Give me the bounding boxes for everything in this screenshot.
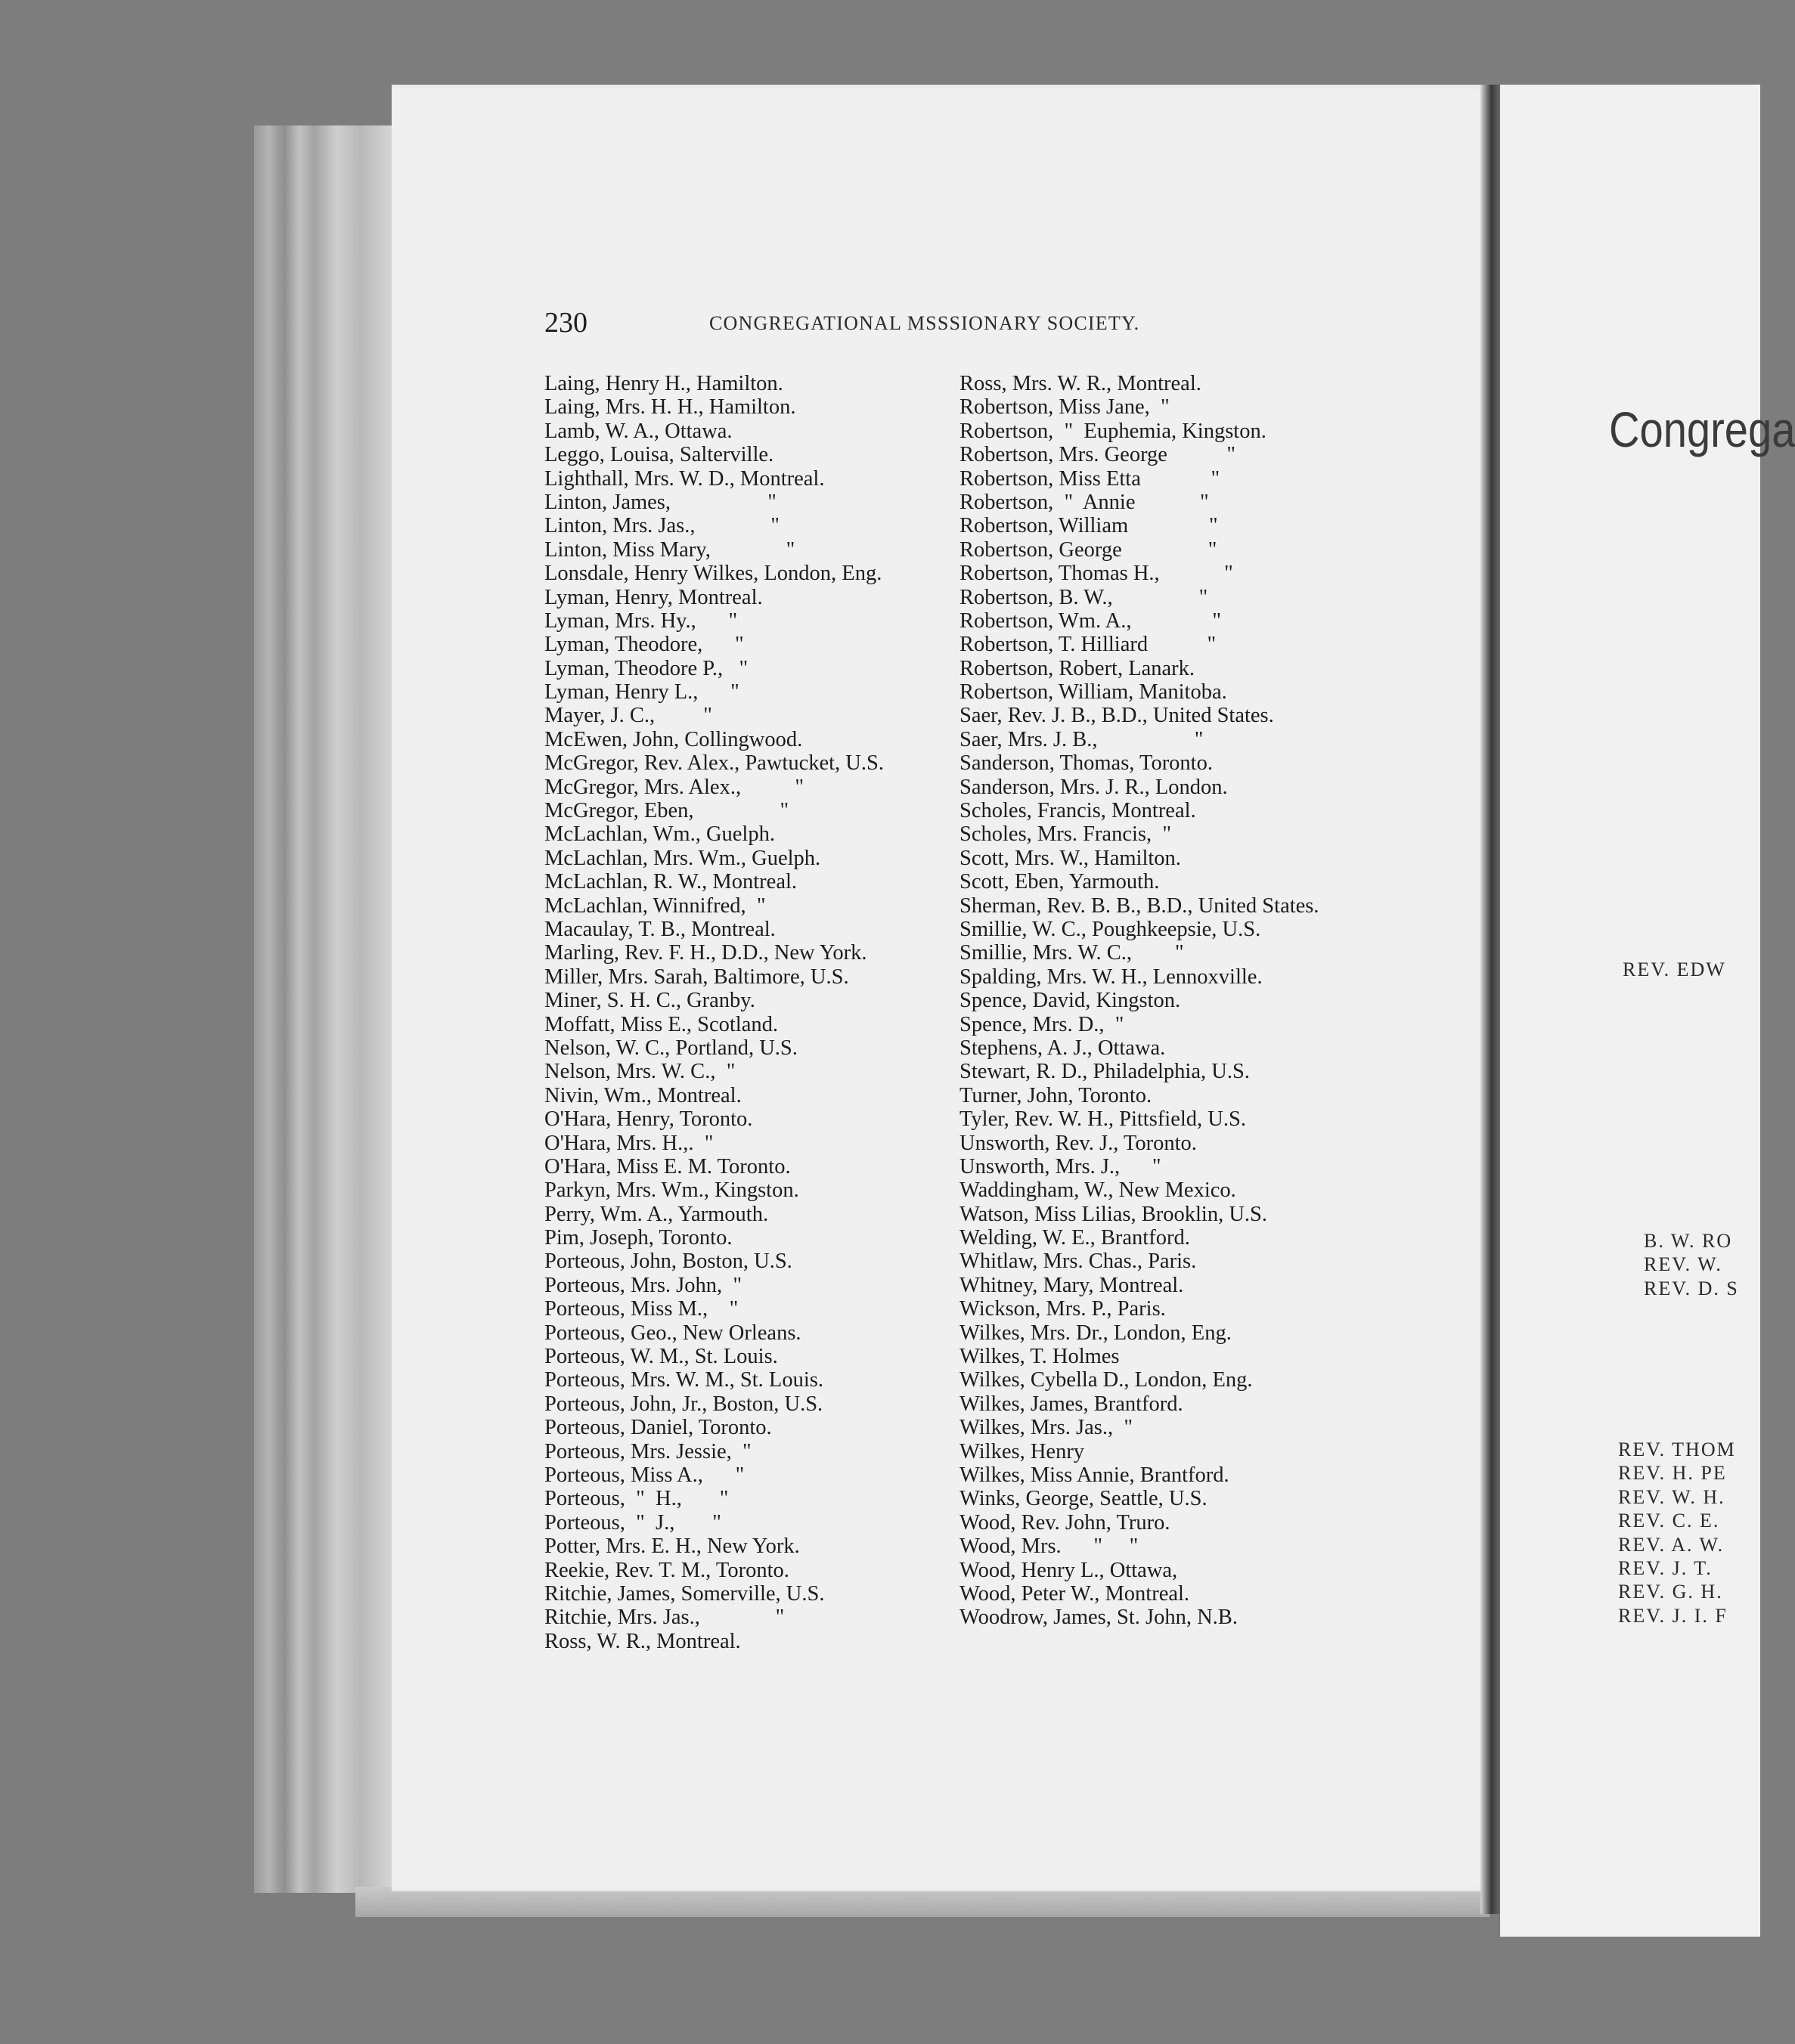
book-gutter — [1480, 85, 1500, 1914]
directory-entry: Robertson, " Annie " — [960, 490, 1209, 514]
directory-entry: Lyman, Theodore P., " — [544, 656, 749, 680]
directory-entry: Scholes, Mrs. Francis, " — [960, 822, 1171, 847]
directory-entry: Potter, Mrs. E. H., New York. — [544, 1535, 800, 1559]
directory-entry: Welding, W. E., Brantford. — [960, 1226, 1190, 1250]
directory-entry: McEwen, John, Collingwood. — [544, 727, 803, 751]
directory-entry: Wilkes, Henry — [960, 1439, 1085, 1463]
directory-entry: Lyman, Mrs. Hy., " — [544, 609, 738, 633]
directory-entry: Turner, John, Toronto. — [960, 1083, 1152, 1107]
directory-entry: Macaulay, T. B., Montreal. — [544, 917, 776, 941]
directory-entry: McGregor, Rev. Alex., Pawtucket, U.S. — [544, 751, 884, 776]
directory-entry: Marling, Rev. F. H., D.D., New York. — [544, 941, 867, 965]
directory-entry: McLachlan, R. W., Montreal. — [544, 870, 798, 894]
directory-entry: Tyler, Rev. W. H., Pittsfield, U.S. — [960, 1107, 1246, 1132]
directory-entry: Robertson, Wm. A., " — [960, 609, 1221, 633]
directory-entry: Pim, Joseph, Toronto. — [544, 1226, 733, 1250]
directory-entry: Robertson, B. W., " — [960, 585, 1208, 609]
directory-entry: Wilkes, T. Holmes — [960, 1345, 1120, 1369]
directory-entry: Spalding, Mrs. W. H., Lennoxville. — [960, 965, 1263, 989]
directory-entry: Winks, George, Seattle, U.S. — [960, 1487, 1208, 1511]
directory-entry: Scott, Eben, Yarmouth. — [960, 870, 1160, 894]
page-number: 230 — [544, 307, 587, 339]
directory-entry: Smillie, W. C., Poughkeepsie, U.S. — [960, 917, 1261, 941]
directory-entry: Ritchie, James, Somerville, U.S. — [544, 1581, 825, 1606]
directory-entry: Perry, Wm. A., Yarmouth. — [544, 1202, 769, 1226]
right-page-title-fragment: Congrega — [1609, 401, 1795, 457]
directory-entry: Wood, Mrs. " " — [960, 1535, 1139, 1559]
directory-entry: Ritchie, Mrs. Jas., " — [544, 1606, 785, 1630]
directory-entry: Lighthall, Mrs. W. D., Montreal. — [544, 466, 825, 491]
directory-entry: Porteous, John, Boston, U.S. — [544, 1250, 792, 1274]
directory-entry: Woodrow, James, St. John, N.B. — [960, 1606, 1238, 1630]
directory-entry: Moffatt, Miss E., Scotland. — [544, 1012, 779, 1036]
directory-entry: Stephens, A. J., Ottawa. — [960, 1036, 1166, 1060]
directory-entry: Porteous, Mrs. W. M., St. Louis. — [544, 1368, 823, 1392]
directory-entry: Whitney, Mary, Montreal. — [960, 1273, 1184, 1297]
directory-entry: Wilkes, Mrs. Jas., " — [960, 1416, 1133, 1440]
directory-entry: Scott, Mrs. W., Hamilton. — [960, 846, 1181, 870]
directory-entry: Miller, Mrs. Sarah, Baltimore, U.S. — [544, 965, 849, 989]
directory-entry: Porteous, " H., " — [544, 1487, 729, 1511]
directory-entry: Ross, W. R., Montreal. — [544, 1629, 741, 1653]
right-page-line: REV. W. — [1644, 1253, 1722, 1276]
directory-entry: Robertson, Mrs. George " — [960, 443, 1235, 467]
directory-entry: Scholes, Francis, Montreal. — [960, 799, 1196, 823]
right-page-line: REV. G. H. — [1618, 1581, 1723, 1603]
directory-entry: Sanderson, Thomas, Toronto. — [960, 751, 1213, 776]
directory-entry: Lyman, Theodore, " — [544, 633, 744, 657]
directory-entry: Robertson, Miss Etta " — [960, 466, 1220, 491]
directory-entry: Sanderson, Mrs. J. R., London. — [960, 775, 1228, 799]
directory-entry: Robertson, William " — [960, 514, 1218, 538]
directory-entry: Robertson, Thomas H., " — [960, 562, 1233, 586]
running-title: CONGREGATIONAL MSSSIONARY SOCIETY. — [709, 312, 1140, 334]
directory-entry: Unsworth, Mrs. J., " — [960, 1154, 1161, 1178]
directory-entry: O'Hara, Mrs. H.,. " — [544, 1131, 714, 1155]
directory-entry: Laing, Henry H., Hamilton. — [544, 372, 783, 395]
directory-entry: Nelson, W. C., Portland, U.S. — [544, 1036, 798, 1060]
right-page — [1500, 85, 1760, 1937]
directory-entry: Parkyn, Mrs. Wm., Kingston. — [544, 1178, 799, 1203]
directory-entry: Saer, Mrs. J. B., " — [960, 727, 1204, 751]
directory-entry: Nelson, Mrs. W. C., " — [544, 1060, 736, 1084]
right-page-line: REV. EDW — [1623, 959, 1726, 980]
right-page-line: REV. C. E. — [1618, 1510, 1720, 1532]
directory-entry: Ross, Mrs. W. R., Montreal. — [960, 372, 1201, 395]
right-page-officer-list-a — [1644, 1229, 1739, 1300]
directory-entry: Nivin, Wm., Montreal. — [544, 1083, 742, 1107]
book-page-edges — [254, 125, 395, 1893]
directory-entry: McGregor, Mrs. Alex., " — [544, 775, 804, 799]
directory-entry: Wilkes, James, Brantford. — [960, 1392, 1183, 1416]
directory-entry: O'Hara, Miss E. M. Toronto. — [544, 1154, 791, 1178]
directory-entry: Spence, Mrs. D., " — [960, 1012, 1124, 1036]
directory-entry: Wilkes, Cybella D., London, Eng. — [960, 1368, 1253, 1392]
left-name-column — [544, 372, 884, 1653]
directory-entry: Wood, Henry L., Ottawa, — [960, 1558, 1178, 1582]
directory-entry: Lyman, Henry L., " — [544, 680, 739, 705]
directory-entry: Linton, Mrs. Jas., " — [544, 514, 780, 538]
directory-entry: Miner, S. H. C., Granby. — [544, 989, 755, 1013]
right-page-line: REV. J. I. F — [1618, 1604, 1728, 1627]
directory-entry: O'Hara, Henry, Toronto. — [544, 1107, 753, 1132]
directory-entry: Linton, James, " — [544, 490, 777, 514]
directory-entry: Robertson, T. Hilliard " — [960, 633, 1217, 657]
directory-entry: Lyman, Henry, Montreal. — [544, 585, 763, 609]
directory-entry: Sherman, Rev. B. B., B.D., United States. — [960, 893, 1319, 918]
directory-entry: Laing, Mrs. H. H., Hamilton. — [544, 395, 796, 420]
right-name-column — [960, 372, 1319, 1630]
directory-entry: Robertson, Miss Jane, " — [960, 395, 1170, 420]
directory-entry: Mayer, J. C., " — [544, 704, 712, 728]
right-page-line: B. W. RO — [1644, 1230, 1733, 1252]
directory-entry: Wickson, Mrs. P., Paris. — [960, 1297, 1166, 1321]
directory-entry: Saer, Rev. J. B., B.D., United States. — [960, 704, 1274, 728]
directory-entry: Porteous, John, Jr., Boston, U.S. — [544, 1392, 823, 1416]
directory-entry: Robertson, William, Manitoba. — [960, 680, 1227, 705]
directory-entry: Wood, Rev. John, Truro. — [960, 1510, 1170, 1535]
directory-entry: McLachlan, Wm., Guelph. — [544, 822, 775, 847]
right-page-line: REV. THOM — [1618, 1439, 1736, 1460]
page-header — [544, 306, 1505, 344]
directory-entry: Porteous, Daniel, Toronto. — [544, 1416, 772, 1440]
directory-entry: Wood, Peter W., Montreal. — [960, 1581, 1190, 1606]
directory-entry: Reekie, Rev. T. M., Toronto. — [544, 1558, 789, 1582]
directory-entry: Porteous, Miss A., " — [544, 1463, 745, 1487]
directory-entry: Watson, Miss Lilias, Brooklin, U.S. — [960, 1202, 1268, 1226]
directory-entry: Wilkes, Mrs. Dr., London, Eng. — [960, 1321, 1232, 1345]
directory-entry: Porteous, W. M., St. Louis. — [544, 1345, 778, 1369]
directory-entry: Porteous, Mrs. Jessie, " — [544, 1439, 752, 1463]
directory-entry: McLachlan, Winnifred, " — [544, 893, 766, 918]
directory-entry: Robertson, " Euphemia, Kingston. — [960, 419, 1266, 443]
directory-entry: Lonsdale, Henry Wilkes, London, Eng. — [544, 562, 882, 586]
directory-entry: Wilkes, Miss Annie, Brantford. — [960, 1463, 1229, 1487]
right-page-line: REV. D. S — [1644, 1277, 1739, 1299]
directory-entry: Linton, Miss Mary, " — [544, 537, 795, 562]
directory-entry: Leggo, Louisa, Salterville. — [544, 443, 774, 467]
directory-entry: McLachlan, Mrs. Wm., Guelph. — [544, 846, 821, 870]
right-page-line: REV. W. H. — [1618, 1485, 1725, 1508]
right-page-line: REV. H. PE — [1618, 1462, 1727, 1485]
directory-entry: Spence, David, Kingston. — [960, 989, 1181, 1013]
directory-entry: Lamb, W. A., Ottawa. — [544, 419, 733, 443]
directory-entry: Whitlaw, Mrs. Chas., Paris. — [960, 1250, 1197, 1274]
directory-entry: Robertson, Robert, Lanark. — [960, 656, 1195, 680]
directory-entry: Smillie, Mrs. W. C., " — [960, 941, 1184, 965]
right-page-officer-list-b — [1618, 1438, 1736, 1627]
directory-entry: Stewart, R. D., Philadelphia, U.S. — [960, 1060, 1250, 1084]
directory-entry: Robertson, George " — [960, 537, 1217, 562]
directory-entry: Porteous, Geo., New Orleans. — [544, 1321, 801, 1345]
directory-entry: McGregor, Eben, " — [544, 799, 789, 823]
directory-entry: Porteous, " J., " — [544, 1510, 721, 1535]
directory-entry: Waddingham, W., New Mexico. — [960, 1178, 1236, 1203]
book-bottom-edge — [355, 1887, 1490, 1917]
directory-entry: Porteous, Mrs. John, " — [544, 1273, 742, 1297]
directory-entry: Unsworth, Rev. J., Toronto. — [960, 1131, 1197, 1155]
right-page-line: REV. J. T. — [1618, 1556, 1713, 1579]
right-page-line: REV. A. W. — [1618, 1533, 1725, 1556]
directory-entry: Porteous, Miss M., " — [544, 1297, 739, 1321]
